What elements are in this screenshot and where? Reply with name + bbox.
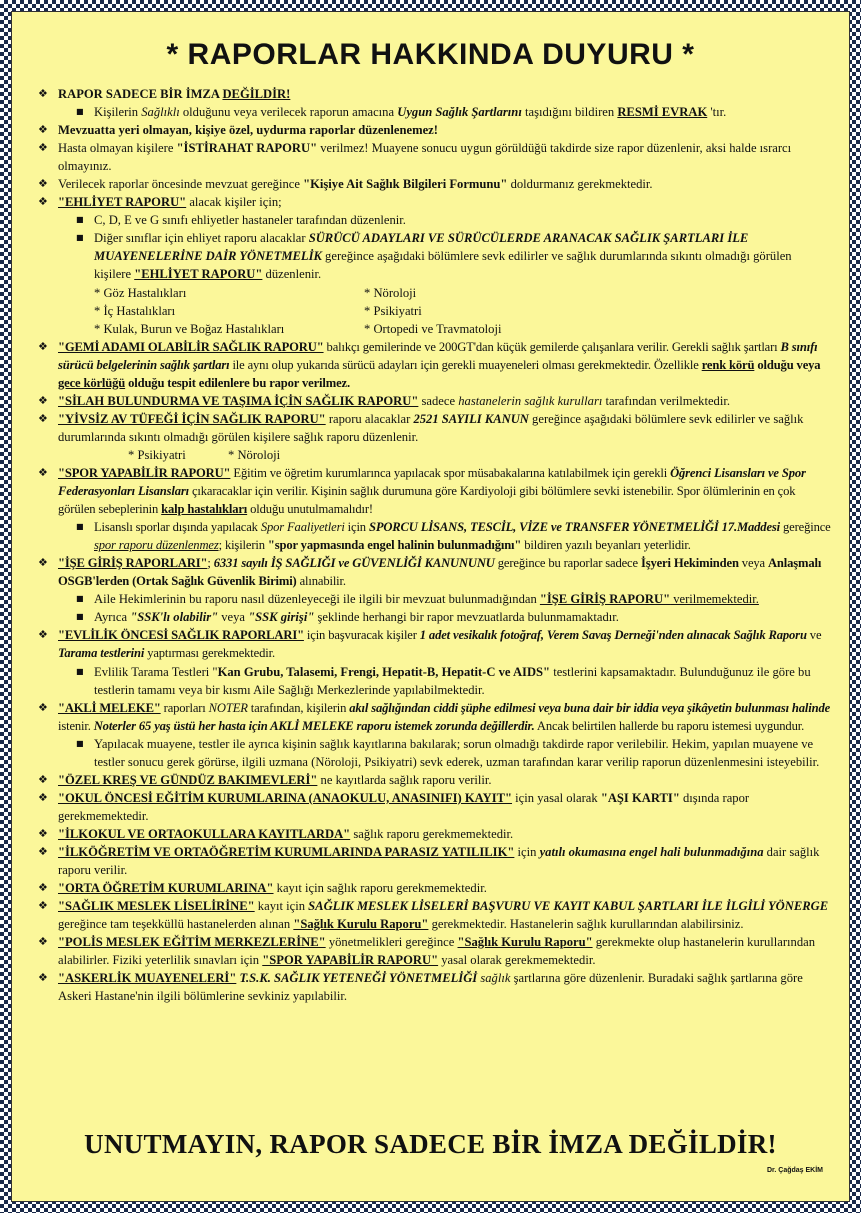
announcement-list <box>38 85 831 1005</box>
list-item: ❖ "EVLİLİK ÖNCESİ SAĞLIK RAPORLARI" için başvuracak kişiler 1 adet vesikalık fotoğraf, Verem Savaş Derneği'nden alınacak Sağlık Raporu ve Tarama testlerini yaptırması gerekmektedir. <box>38 626 831 662</box>
department-row: * Psikiyatri * Nöroloji <box>128 447 281 462</box>
list-item: ❖ "YİVSİZ AV TÜFEĞİ İÇİN SAĞLIK RAPORU" raporu alacaklar 2521 SAYILI KANUN gereğince aşağıdaki bölümlere sevk edilirler ve sağlık durumlarında sıkıntı olmadığı görülen kişilere sağlık raporu düzenlenir. <box>38 410 831 446</box>
list-item: ❖ "İLKOKUL VE ORTAOKULLARA KAYITLARDA" sağlık raporu gerekmemektedir. <box>38 825 831 843</box>
page-title: * RAPORLAR HAKKINDA DUYURU * <box>166 38 695 71</box>
list-item: ❖ "ORTA ÖĞRETİM KURUMLARINA" kayıt için sağlık raporu gerekmemektedir. <box>38 879 831 897</box>
department-row: * Kulak, Burun ve Boğaz Hastalıkları * Ortopedi ve Travmatoloji <box>94 321 502 336</box>
author-signature: Dr. Çağdaş EKİM <box>766 1167 823 1174</box>
list-item: ❖ "EHLİYET RAPORU" alacak kişiler için; <box>38 193 831 211</box>
list-item: ❖ "ASKERLİK MUAYENELERİ" T.S.K. SAĞLIK YETENEĞİ YÖNETMELİĞİ sağlık şartlarına göre düzenlenir. Buradaki sağlık şartlarına göre Askeri Hastane'nin ilgili bölümlerine sevkiniz yapılabilir. <box>38 969 831 1005</box>
list-item: ❖ Verilecek raporlar öncesinde mevzuat gereğince "Kişiye Ait Sağlık Bilgileri Formunu" doldurmanız gerekmektedir. <box>38 175 831 193</box>
sub-item: ■ Ayrıca "SSK'lı olabilir" veya "SSK girişi" şeklinde herhangi bir rapor mevzuatlarda bulunmamaktadır. <box>38 608 831 626</box>
list-item: ❖ "SPOR YAPABİLİR RAPORU" Eğitim ve öğretim kurumlarınca yapılacak spor müsabakalarına katılabilmek için gerekli Öğrenci Lisansları ve Spor Federasyonları Lisansları çıkaracaklar için verilir. Kişinin sağlık durumuna göre Kardiyoloji gibi bölümlere sevki istenebilir. Spor ölümlerinin en çok görülen sebeplerinin kalp hastalıkları olduğu unutulmamalıdır! <box>38 464 831 518</box>
sub-item: ■ Evlilik Tarama Testleri "Kan Grubu, Talasemi, Frengi, Hepatit-B, Hepatit-C ve AIDS" testlerini kapsamaktadır. Bulunduğunuz ile göre bu testlerin tamamı veya bir kısmı Aile Sağlığı Merkezlerinde yapılabilmektedir. <box>38 663 831 699</box>
list-item: ❖ Mevzuatta yeri olmayan, kişiye özel, uydurma raporlar düzenlenemez! <box>38 121 831 139</box>
list-item: ❖ "OKUL ÖNCESİ EĞİTİM KURUMLARINA (ANAOKULU, ANASINIFI) KAYIT" için yasal olarak "AŞI KARTI" dışında rapor gerekmemektedir. <box>38 789 831 825</box>
announcement-sheet <box>11 11 850 1202</box>
sub-item: ■ Kişilerin Sağlıklı olduğunu veya verilecek raporun amacına Uygun Sağlık Şartlarını taşıdığını bildiren RESMİ EVRAK 'tır. <box>38 103 831 121</box>
list-item: ❖ "ÖZEL KREŞ VE GÜNDÜZ BAKIMEVLERİ" ne kayıtlarda sağlık raporu verilir. <box>38 771 831 789</box>
sub-item: ■ C, D, E ve G sınıfı ehliyetler hastaneler tarafından düzenlenir. <box>38 211 831 229</box>
list-item: ❖ Hasta olmayan kişilere "İSTİRAHAT RAPORU" verilmez! Muayene sonucu uygun görüldüğü takdirde size rapor düzenlenir, aksi halde ısrarcı olmayınız. <box>38 139 831 175</box>
department-row: * İç Hastalıkları * Psikiyatri <box>94 303 422 318</box>
list-item: ❖ "İŞE GİRİŞ RAPORLARI"; 6331 sayılı İŞ SAĞLIĞI ve GÜVENLİĞİ KANUNUNU gereğince bu raporlar sadece İşyeri Hekiminden veya Anlaşmalı OSGB'lerden (Ortak Sağlık Güvenlik Birimi) alınabilir. <box>38 554 831 590</box>
department-row: * Göz Hastalıkları * Nöroloji <box>94 285 417 300</box>
footer-slogan: UNUTMAYIN, RAPOR SADECE BİR İMZA DEĞİLDİR! <box>84 1129 777 1159</box>
sub-item: ■ Diğer sınıflar için ehliyet raporu alacaklar SÜRÜCÜ ADAYLARI VE SÜRÜCÜLERDE ARANACAK SAĞLIK ŞARTLARI İLE MUAYENELERİNE DAİR YÖNETMELİK gereğince aşağıdaki bölümlere sevk edilirler ve sağlık durumlarında sıkıntı olmadığı görülen kişilere "EHLİYET RAPORU" düzenlenir. <box>38 229 831 283</box>
list-item: ❖ "SİLAH BULUNDURMA VE TAŞIMA İÇİN SAĞLIK RAPORU" sadece hastanelerin sağlık kurulları tarafından verilmektedir. <box>38 392 831 410</box>
sub-item: ■ Lisanslı sporlar dışında yapılacak Spor Faaliyetleri için SPORCU LİSANS, TESCİL, VİZE ve TRANSFER YÖNETMELİĞİ 17.Maddesi gereğince spor raporu düzenlenmez; kişilerin "spor yapmasında engel halinin bulunmadığını" bildiren yazılı beyanları yeterlidir. <box>38 518 831 554</box>
list-item: ❖ "POLİS MESLEK EĞİTİM MERKEZLERİNE" yönetmelikleri gereğince "Sağlık Kurulu Raporu" gerekmekte olup hastanelerin kurullarından alabilirler. Fiziki yeterlilik sınavları için "SPOR YAPABİLİR RAPORU" yasal olarak gerekmemektedir. <box>38 933 831 969</box>
list-item: ❖ RAPOR SADECE BİR İMZA DEĞİLDİR! <box>38 85 831 103</box>
sub-item: ■ Aile Hekimlerinin bu raporu nasıl düzenleyeceği ile ilgili bir mevzuat bulunmadığından "İŞE GİRİŞ RAPORU" verilmemektedir. <box>38 590 831 608</box>
list-item: ❖ "AKLİ MELEKE" raporları NOTER tarafından, kişilerin akıl sağlığından ciddi şüphe edilmesi veya buna dair bir iddia veya şikâyetin bulunması halinde istenir. Noterler 65 yaş üstü her hasta için AKLİ MELEKE raporu istemek zorunda değillerdir. Ancak belirtilen hallerde bu raporu istemesi uygundur. <box>38 699 831 735</box>
sub-item: ■ Yapılacak muayene, testler ile ayrıca kişinin sağlık kayıtlarına bakılarak; sorun olmadığı takdirde rapor verilebilir. Hekim, yapılan muayene ve testler sonucu gerek görürse, ilgili uzmana (Nöroloji, Psikiyatri) sevk ederek, uzman tarafından karar verilip raporun düzenlenmesini isteyebilir. <box>38 735 831 771</box>
list-item: ❖ "İLKÖĞRETİM VE ORTAÖĞRETİM KURUMLARINDA PARASIZ YATILILIK" için yatılı okumasına engel hali bulunmadığına dair sağlık raporu verilir. <box>38 843 831 879</box>
list-item: ❖ "GEMİ ADAMI OLABİLİR SAĞLIK RAPORU" balıkçı gemilerinde ve 200GT'dan küçük gemilerde çalışanlara verilir. Gerekli sağlık şartları B sınıfı sürücü belgelerinin sağlık şartları ile aynı olup yukarıda sürücü adayları için gerekli muayeneleri olması gerekmektedir. Özellikle renk körü olduğu veya gece körlüğü olduğu tespit edilenlere bu rapor verilmez. <box>38 338 831 392</box>
list-item: ❖ "SAĞLIK MESLEK LİSELİRİNE" kayıt için SAĞLIK MESLEK LİSELERİ BAŞVURU VE KAYIT KABUL ŞARTLARI İLE İLGİLİ YÖNERGE gereğince tam teşekküllü hastanelerden alınan "Sağlık Kurulu Raporu" gerekmektedir. Hastanelerin sağlık kurullarından alabilirsiniz. <box>38 897 831 933</box>
